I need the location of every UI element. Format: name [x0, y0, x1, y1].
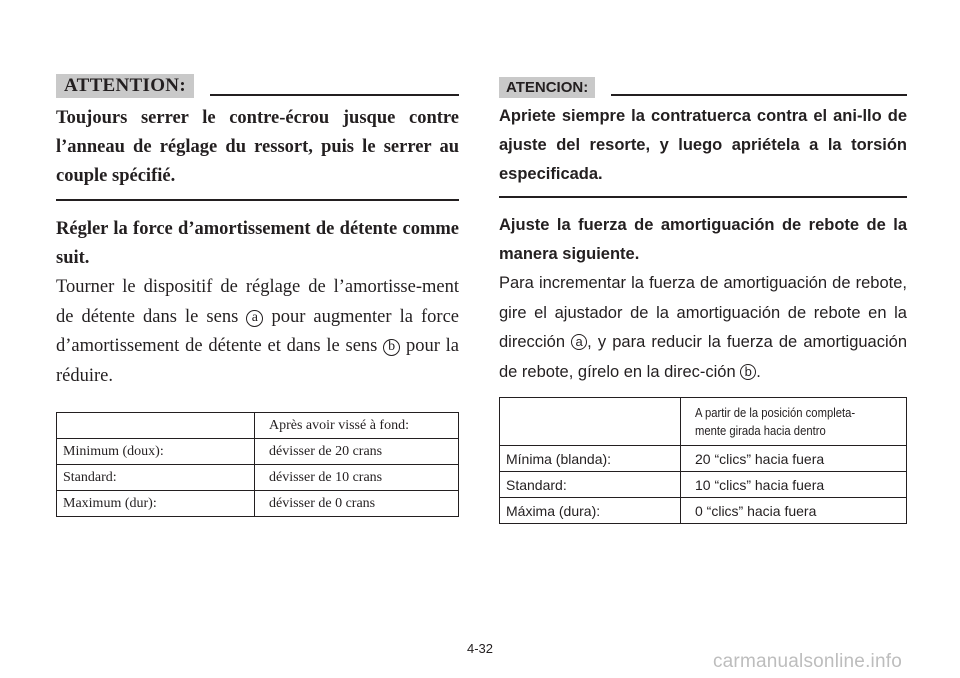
- direction-a-marker-fr: a: [246, 310, 263, 327]
- table-row: [57, 439, 459, 465]
- settings-table-es: [499, 397, 907, 524]
- attention-badge-es: ATENCION:: [499, 77, 595, 98]
- page-number: 4-32: [466, 641, 494, 656]
- instructions-fr-part-3: pour la réduire.: [56, 336, 459, 386]
- instructions-es-part-3: .: [756, 362, 761, 381]
- direction-b-marker-es: b: [740, 364, 756, 380]
- table-cell: Mínima (blanda):: [500, 446, 681, 472]
- table-header-row: [57, 413, 459, 439]
- table-header-row: [500, 398, 907, 446]
- table-row: [500, 498, 907, 524]
- attention-header-es: [499, 70, 907, 98]
- table-row: [500, 472, 907, 498]
- table-row: [57, 465, 459, 491]
- instructions-es-part-1: Para incrementar la fuerza de amortiguación de rebote, gire el ajustador de la amortiguación de rebote en la dirección: [499, 274, 907, 351]
- table-cell: Standard:: [57, 465, 255, 491]
- warning-text-fr: Toujours serrer le contre-écrou jusque contre l’anneau de réglage du ressort, puis le serrer au couple spécifié.: [56, 104, 459, 201]
- attention-badge-fr: ATTENTION:: [56, 74, 194, 98]
- table-cell: dévisser de 20 crans: [255, 439, 459, 465]
- direction-a-marker-es: a: [571, 334, 587, 350]
- instructions-fr-part-2: pour augmenter la force d’amortissement de détente et dans le sens: [56, 306, 459, 356]
- table-cell: 0 “clics” hacia fuera: [681, 498, 907, 524]
- french-column: [56, 70, 459, 517]
- table-cell: Minimum (doux):: [57, 439, 255, 465]
- table-cell: Máxima (dura):: [500, 498, 681, 524]
- direction-b-marker-fr: b: [383, 339, 400, 356]
- instructions-fr-part-1: Tourner le dispositif de réglage de l’amortisse-ment de détente dans le sens: [56, 277, 459, 327]
- instructions-es: [499, 269, 907, 387]
- table-cell: Maximum (dur):: [57, 491, 255, 517]
- spanish-column: [499, 70, 907, 524]
- table-header-text: A partir de la posición completa- mente girada hacia dentro: [695, 405, 856, 438]
- table-cell: Standard:: [500, 472, 681, 498]
- section-heading-es: Ajuste la fuerza de amortiguación de rebote de la manera siguiente.: [499, 216, 907, 263]
- table-row: [500, 446, 907, 472]
- attention-rule-es: [611, 94, 907, 96]
- table-header-cell: [500, 398, 681, 446]
- warning-text-es: Apriete siempre la contratuerca contra el ani-llo de ajuste del resorte, y luego apriétela a la torsión especificada.: [499, 102, 907, 198]
- section-heading-fr: Régler la force d’amortissement de détente comme suit.: [56, 219, 459, 268]
- table-cell: 10 “clics” hacia fuera: [681, 472, 907, 498]
- watermark-text: carmanualsonline.info: [712, 651, 902, 672]
- attention-rule-fr: [210, 94, 459, 96]
- table-row: [57, 491, 459, 517]
- table-cell: dévisser de 10 crans: [255, 465, 459, 491]
- table-cell: dévisser de 0 crans: [255, 491, 459, 517]
- instructions-es-part-2: , y para reducir la fuerza de amortiguación de rebote, gírelo en la direc-ción: [499, 333, 907, 381]
- instructions-fr: [56, 273, 459, 391]
- table-header-cell: Après avoir vissé à fond:: [255, 413, 459, 439]
- attention-header-fr: [56, 70, 459, 98]
- table-header-cell: [57, 413, 255, 439]
- table-header-cell: [681, 398, 907, 446]
- table-cell: 20 “clics” hacia fuera: [681, 446, 907, 472]
- settings-table-fr: [56, 412, 459, 517]
